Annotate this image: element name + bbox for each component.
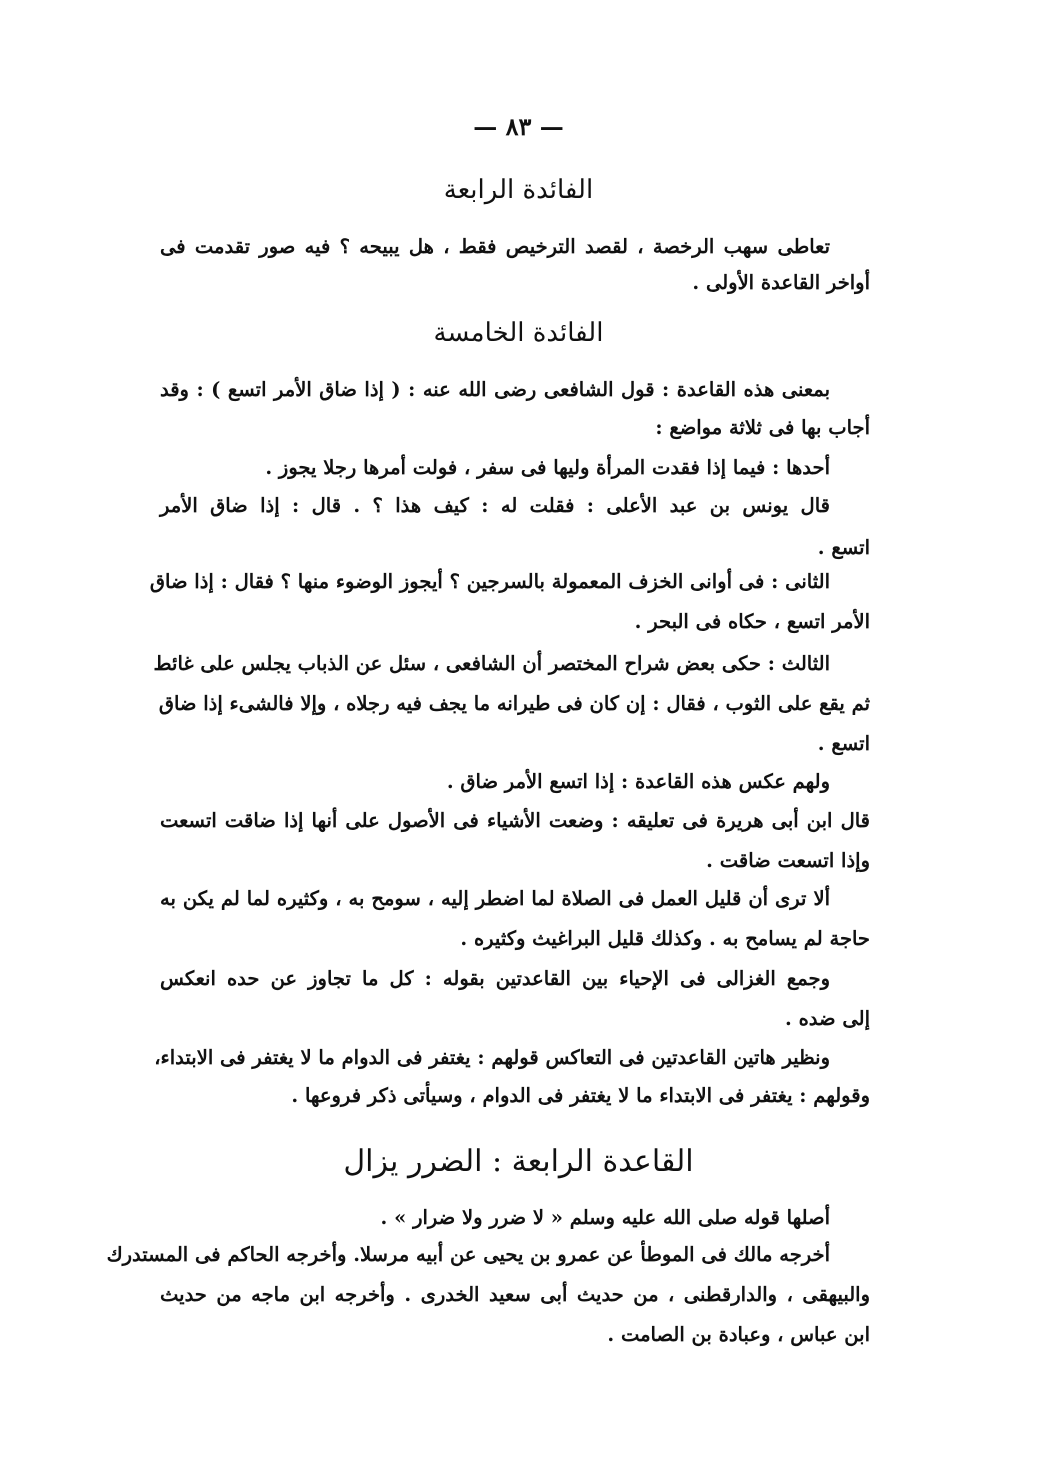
text-line: ابن عباس ، وعبادة بن الصامت .: [607, 1323, 870, 1346]
text-line: اتسع .: [817, 732, 870, 755]
text-line: إلى ضده .: [785, 1007, 870, 1030]
text-line: قال يونس بن عبد الأعلى : فقلت له : كيف هذا ؟ . قال : إذا ضاق الأمر: [160, 494, 830, 517]
text-line: أصلها قوله صلى الله عليه وسلم « لا ضرر ولا ضرار » .: [380, 1206, 830, 1229]
text-line: وإذا اتسعت ضاقت .: [706, 849, 870, 872]
text-line: أواخر القاعدة الأولى .: [692, 271, 870, 294]
text-line: أجاب بها فى ثلاثة مواضع :: [655, 416, 870, 439]
section-heading-fifth-benefit: الفائدة الخامسة: [433, 318, 604, 348]
text-line: الثالث : حكى بعض شراح المختصر أن الشافعى ، سئل عن الذباب يجلس على غائط: [153, 652, 830, 675]
section-heading-fourth-benefit: الفائدة الرابعة: [443, 175, 594, 205]
text-line: ثم يقع على الثوب ، فقال : إن كان فى طيرانه ما يجف فيه رجلاه ، وإلا فالشىء إذا ضاق: [158, 692, 870, 715]
text-line: الأمر اتسع ، حكاه فى البحر .: [634, 610, 870, 633]
text-line: اتسع .: [817, 536, 870, 559]
text-line: وقولهم : يغتفر فى الابتداء ما لا يغتفر فى الدوام ، وسيأتى ذكر فروعها .: [291, 1084, 870, 1107]
text-line: الثانى : فى أوانى الخزف المعمولة بالسرجين ؟ أيجوز الوضوء منها ؟ فقال : إذا ضاق: [149, 570, 830, 593]
text-line: أخرجه مالك فى الموطأ عن عمرو بن يحيى عن أبيه مرسلا. وأخرجه الحاكم فى المستدرك: [106, 1243, 830, 1266]
text-line: حاجة لم يسامح به . وكذلك قليل البراغيث وكثيره .: [460, 927, 870, 950]
text-line: والبيهقى ، والدارقطنى ، من حديث أبى سعيد الخدرى . وأخرجه ابن ماجه من حديث: [160, 1283, 870, 1306]
text-line: بمعنى هذه القاعدة : قول الشافعى رضى الله عنه : ( إذا ضاق الأمر اتسع ) : وقد: [160, 378, 830, 401]
text-line: ألا ترى أن قليل العمل فى الصلاة لما اضطر إليه ، سومح به ، وكثيره لما لم يكن به: [160, 887, 830, 910]
page-number: — ٨٣ —: [473, 112, 564, 141]
section-heading-fourth-rule: القاعدة الرابعة : الضرر يزال: [343, 1144, 694, 1179]
text-line: تعاطى سهب الرخصة ، لقصد الترخيص فقط ، هل يبيحه ؟ فيه صور تقدمت فى: [160, 235, 830, 258]
text-line: أحدها : فيما إذا فقدت المرأة وليها فى سفر ، فولت أمرها رجلا يجوز .: [265, 456, 830, 479]
text-line: وجمع الغزالى فى الإحياء بين القاعدتين بقوله : كل ما تجاوز عن حده انعكس: [160, 967, 830, 990]
text-line: ولهم عكس هذه القاعدة : إذا اتسع الأمر ضاق .: [446, 770, 830, 793]
text-line: قال ابن أبى هريرة فى تعليقه : وضعت الأشياء فى الأصول على أنها إذا ضاقت اتسعت: [160, 809, 870, 832]
text-line: ونظير هاتين القاعدتين فى التعاكس قولهم : يغتفر فى الدوام ما لا يغتفر فى الابتداء،: [154, 1046, 830, 1069]
